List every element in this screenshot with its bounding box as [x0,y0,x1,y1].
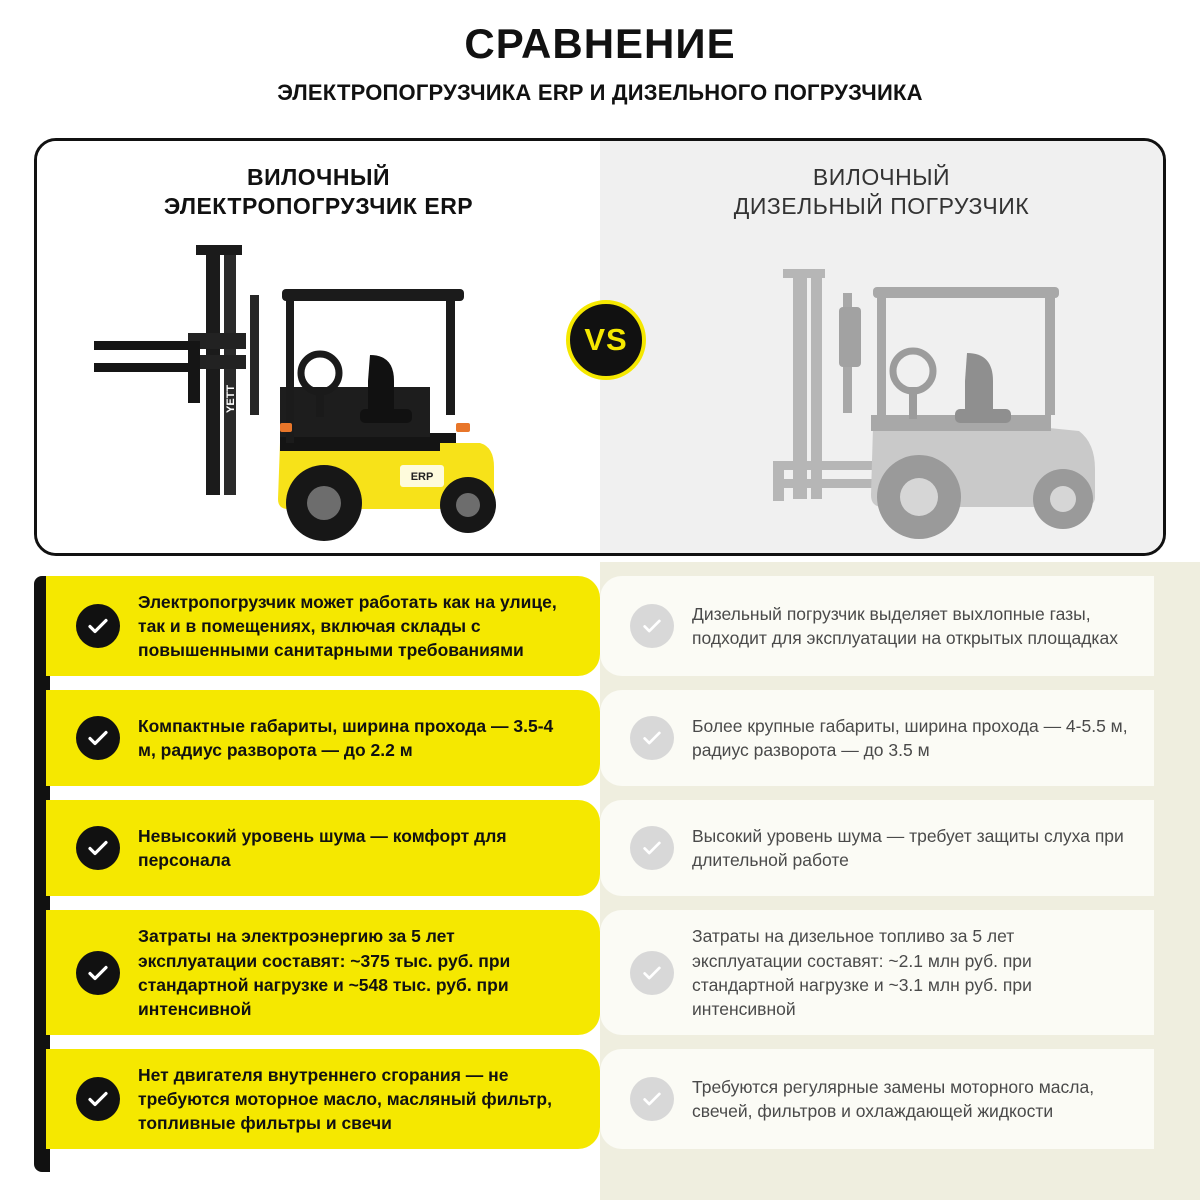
check-icon [630,1077,674,1121]
row-5-electric-text: Нет двигателя внутреннего сгорания — не требуются моторное масло, масляный фильтр, топливные фильтры и свечи [138,1064,552,1134]
row-1-diesel-text: Дизельный погрузчик выделяет выхлопные газы, подходит для эксплуатации на открытых площадках [692,604,1118,649]
table-row [0,576,1200,676]
table-row [0,910,1200,1035]
panel-electric [37,141,600,553]
check-icon [76,716,120,760]
row-4-electric [46,910,600,1035]
panel-electric-title [37,141,600,222]
panel-diesel-title [600,141,1163,222]
row-2-diesel-text: Более крупные габариты, ширина прохода — 4-5.5 м, радиус разворота — до 3.5 м [692,716,1128,761]
row-4-electric-text: Затраты на электроэнергию за 5 лет эксплуатации составят: ~375 тыс. руб. при стандартной нагрузке и ~548 тыс. руб. при интенсивной [138,926,511,1019]
row-3-diesel [600,800,1154,896]
header [0,0,1200,106]
row-1-electric-text: Электропогрузчик может работать как на улице, так и в помещениях, включая склады с повышенными санитарными требованиями [138,592,557,661]
row-5-electric [46,1049,600,1149]
row-5-diesel-text: Требуются регулярные замены моторного масла, свечей, фильтров и охлаждающей жидкости [692,1077,1095,1122]
page-subtitle: ЭЛЕКТРОПОГРУЗЧИКА ERP И ДИЗЕЛЬНОГО ПОГРУЗЧИКА [277,80,923,106]
table-row [0,1049,1200,1149]
panel-diesel-title-line1: ВИЛОЧНЫЙ [812,164,951,190]
check-icon [76,604,120,648]
diesel-forklift-image [600,247,1163,547]
diesel-forklift-icon [647,247,1117,547]
panel-diesel [600,141,1163,553]
vs-badge: VS [566,300,646,380]
check-icon [76,951,120,995]
check-icon [76,826,120,870]
row-2-diesel [600,690,1154,786]
svg-text:ERP: ERP [410,471,433,483]
check-icon [630,604,674,648]
svg-text:YETT: YETT [224,384,237,413]
table-row [0,690,1200,786]
row-2-electric-text: Компактные габариты, ширина прохода — 3.5-4 м, радиус разворота — до 2.2 м [138,716,554,761]
row-3-electric [46,800,600,896]
row-3-diesel-text: Высокий уровень шума — требует защиты слуха при длительной работе [692,826,1124,871]
comparison-rows [0,576,1200,1163]
electric-forklift-icon [84,237,554,547]
electric-forklift-image [37,237,600,547]
check-icon [76,1077,120,1121]
row-3-electric-text: Невысокий уровень шума — комфорт для персонала [138,826,507,871]
check-icon [630,716,674,760]
row-5-diesel [600,1049,1154,1149]
row-1-electric [46,576,600,676]
panel-electric-title-line1: ВИЛОЧНЫЙ [247,164,390,190]
check-icon [630,951,674,995]
table-row [0,800,1200,896]
row-2-electric [46,690,600,786]
check-icon [630,826,674,870]
page-title: СРАВНЕНИЕ [464,20,736,67]
panel-electric-title-line2: ЭЛЕКТРОПОГРУЗЧИК ERP [163,193,474,220]
row-1-diesel [600,576,1154,676]
panel-diesel-title-line2: ДИЗЕЛЬНЫЙ ПОГРУЗЧИК [733,193,1030,220]
row-4-diesel-text: Затраты на дизельное топливо за 5 лет эксплуатации составят: ~2.1 млн руб. при стандартной нагрузке и ~3.1 млн руб. при интенсивной [692,926,1032,1019]
row-4-diesel [600,910,1154,1035]
